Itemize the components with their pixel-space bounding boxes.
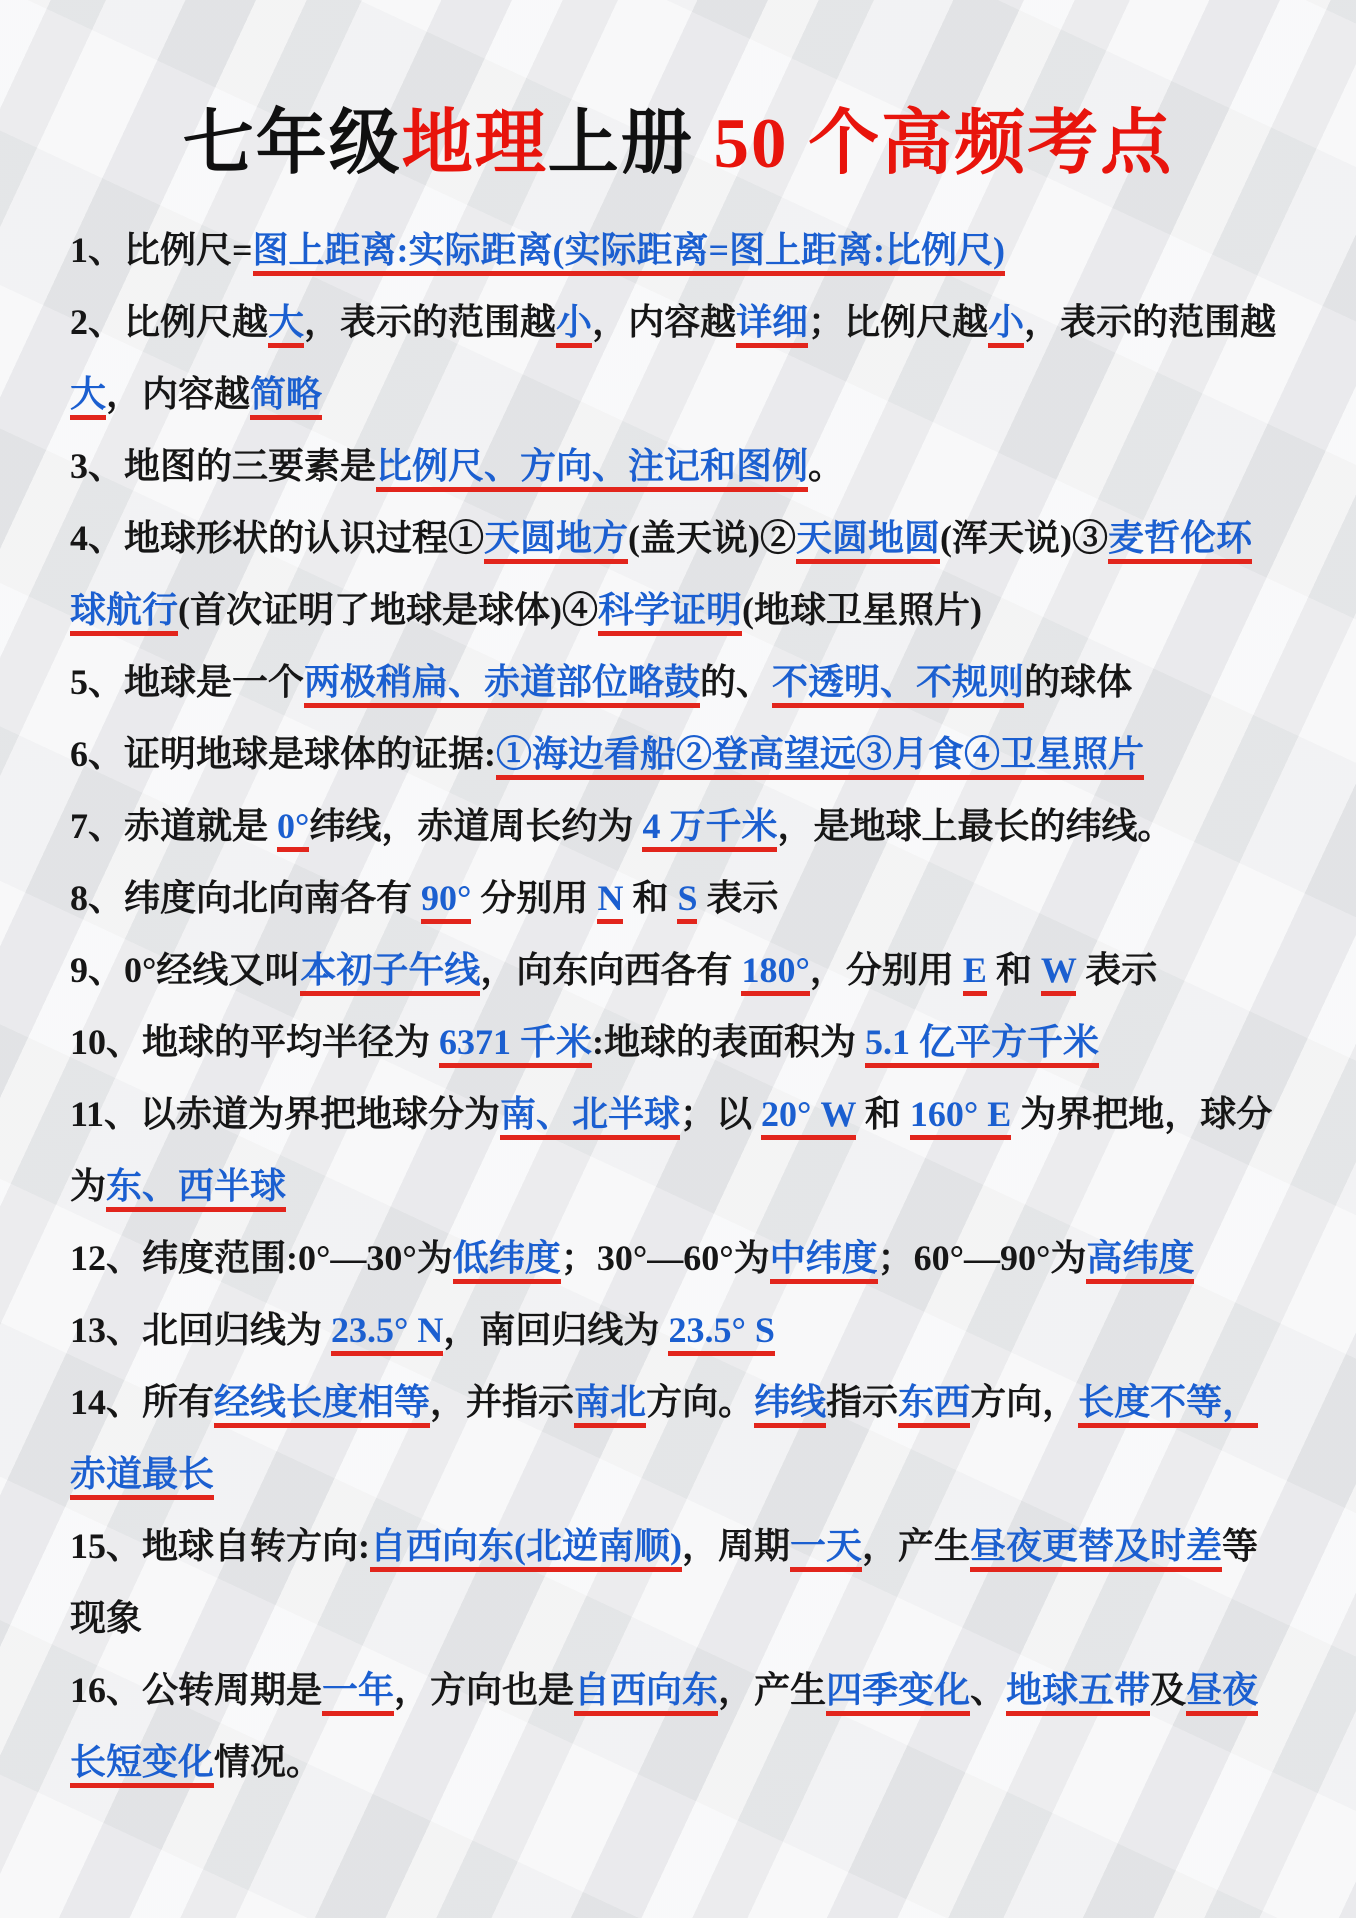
key-term: 一年	[322, 1670, 394, 1716]
plain-text: ，是地球上最长的纬线。	[777, 806, 1174, 846]
plain-text: 。	[808, 446, 845, 486]
key-term: E	[963, 950, 987, 996]
plain-text: 6、证明地球是球体的证据:	[70, 734, 496, 774]
plain-text: ，南回归线为	[443, 1310, 669, 1350]
key-term: 小	[988, 302, 1024, 348]
plain-text: 15、地球自转方向:	[70, 1526, 370, 1566]
plain-text: ，并指示	[430, 1382, 575, 1422]
plain-text: 、	[970, 1670, 1007, 1710]
plain-text: ；比例尺越	[808, 302, 989, 342]
key-term: 自西向东	[574, 1670, 718, 1716]
key-term: 23.5° S	[668, 1310, 774, 1356]
key-term: 自西向东(北逆南顺)	[370, 1526, 682, 1572]
key-term: 一天	[790, 1526, 862, 1572]
plain-text: :地球的表面积为	[592, 1022, 866, 1062]
key-term: 0°	[277, 806, 309, 852]
keypoints-list	[70, 214, 1286, 1798]
key-term: 大	[268, 302, 304, 348]
plain-text: 11、以赤道为界把地球分为	[70, 1094, 501, 1134]
plain-text: ；60°—90°为	[877, 1238, 1087, 1278]
plain-text: 情况。	[214, 1742, 323, 1782]
key-term: 天圆地圆	[796, 518, 940, 564]
list-item-13	[70, 1294, 1286, 1366]
plain-text: 表示	[697, 878, 779, 918]
key-term: 南北	[574, 1382, 646, 1428]
key-term: 南、北半球	[500, 1094, 680, 1140]
plain-text: ，周期	[681, 1526, 790, 1566]
plain-text: 5、地球是一个	[70, 662, 305, 702]
title-segment-0: 七年级	[182, 105, 402, 183]
key-term: 科学证明	[598, 590, 742, 636]
key-term: 详细	[736, 302, 808, 348]
plain-text: ，方向也是	[394, 1670, 575, 1710]
key-term: 160° E	[910, 1094, 1011, 1140]
list-item-12	[70, 1222, 1286, 1294]
key-term: 6371 千米	[439, 1022, 592, 1068]
title-segment-2: 上册	[547, 105, 714, 183]
plain-text: 1、比例尺=	[70, 230, 253, 270]
key-term: 东西	[898, 1382, 970, 1428]
plain-text: 的球体	[1024, 662, 1133, 702]
plain-text: ，内容越	[106, 374, 251, 414]
list-item-15	[70, 1510, 1286, 1654]
plain-text: ；30°—60°为	[560, 1238, 770, 1278]
list-item-10	[70, 1006, 1286, 1078]
plain-text: ，向东向西各有	[480, 950, 742, 990]
key-term: 5.1 亿平方千米	[865, 1022, 1099, 1068]
key-term: 23.5° N	[331, 1310, 443, 1356]
list-item-16	[70, 1654, 1286, 1798]
key-term: W	[1041, 950, 1076, 996]
list-item-8	[70, 862, 1286, 934]
key-term: 长度不等，赤道最长	[70, 1382, 1258, 1500]
plain-text: 方向。	[646, 1382, 755, 1422]
plain-text: ，表示的范围越	[304, 302, 557, 342]
key-term: 大	[70, 374, 106, 420]
list-item-11	[70, 1078, 1286, 1222]
plain-text: 16、公转周期是	[70, 1670, 323, 1710]
plain-text: 指示	[826, 1382, 899, 1422]
list-item-9	[70, 934, 1286, 1006]
plain-text: (浑天说)③	[940, 518, 1109, 558]
plain-text: ，产生	[862, 1526, 971, 1566]
list-item-5	[70, 646, 1286, 718]
plain-text: 12、纬度范围:0°—30°为	[70, 1238, 453, 1278]
plain-text: 的、	[700, 662, 773, 702]
plain-text: 10、地球的平均半径为	[70, 1022, 440, 1062]
plain-text: ，内容越	[592, 302, 737, 342]
key-term: 简略	[250, 374, 322, 420]
key-term: 小	[556, 302, 592, 348]
plain-text: 2、比例尺越	[70, 302, 269, 342]
plain-text: 和	[986, 950, 1041, 990]
list-item-4	[70, 502, 1286, 646]
key-term: 经线长度相等	[214, 1382, 430, 1428]
plain-text: 纬线，赤道周长约为	[309, 806, 643, 846]
key-term: 纬线	[754, 1382, 826, 1428]
key-term: 天圆地方	[484, 518, 628, 564]
key-term: 不透明、不规则	[772, 662, 1024, 708]
plain-text: (首次证明了地球是球体)④	[178, 590, 598, 630]
key-term: 中纬度	[770, 1238, 878, 1284]
list-item-3	[70, 430, 1286, 502]
key-term: 比例尺、方向、注记和图例	[376, 446, 808, 492]
key-term: 两极稍扁、赤道部位略鼓	[304, 662, 700, 708]
plain-text: 表示	[1076, 950, 1158, 990]
list-item-1	[70, 214, 1286, 286]
key-term: 4 万千米	[642, 806, 777, 852]
plain-text: 13、北回归线为	[70, 1310, 332, 1350]
list-item-2	[70, 286, 1286, 430]
list-item-6	[70, 718, 1286, 790]
key-term: ①海边看船②登高望远③月食④卫星照片	[496, 734, 1144, 780]
plain-text: ，表示的范围越	[1024, 302, 1277, 342]
plain-text: 和	[855, 1094, 910, 1134]
key-term: 东、西半球	[106, 1166, 286, 1212]
key-term: 昼夜长短变化	[70, 1670, 1258, 1788]
plain-text: 及	[1150, 1670, 1187, 1710]
plain-text: 9、0°经线又叫	[70, 950, 301, 990]
key-term: 20° W	[761, 1094, 856, 1140]
key-term: 低纬度	[453, 1238, 561, 1284]
plain-text: 3、地图的三要素是	[70, 446, 377, 486]
plain-text: 8、纬度向北向南各有	[70, 878, 422, 918]
plain-text: 和	[623, 878, 678, 918]
plain-text: ；以	[680, 1094, 762, 1134]
list-item-14	[70, 1366, 1286, 1510]
plain-text: 分别用	[471, 878, 598, 918]
plain-text: 为界把地，球分为	[70, 1094, 1273, 1206]
key-term: 麦哲伦环球航行	[70, 518, 1252, 636]
key-term: 90°	[421, 878, 471, 924]
plain-text: 14、所有	[70, 1382, 215, 1422]
plain-text: 方向，	[970, 1382, 1079, 1422]
plain-text: (盖天说)②	[628, 518, 797, 558]
plain-text: (地球卫星照片)	[742, 590, 982, 630]
plain-text: 7、赤道就是	[70, 806, 278, 846]
list-item-7	[70, 790, 1286, 862]
key-term: 昼夜更替及时差	[970, 1526, 1222, 1572]
title-segment-1: 地理	[401, 105, 548, 183]
page-title	[70, 0, 1286, 188]
key-term: 图上距离:实际距离(实际距离=图上距离:比例尺)	[253, 230, 1005, 276]
key-term: N	[597, 878, 623, 924]
key-term: 四季变化	[826, 1670, 970, 1716]
title-segment-3: 50 个高频考点	[713, 105, 1174, 183]
plain-text: ，分别用	[809, 950, 963, 990]
key-term: 高纬度	[1086, 1238, 1194, 1284]
plain-text: 4、地球形状的认识过程①	[70, 518, 485, 558]
key-term: S	[677, 878, 697, 924]
plain-text: ，产生	[718, 1670, 827, 1710]
key-term: 地球五带	[1006, 1670, 1150, 1716]
plain-text: 等现象	[70, 1526, 1259, 1638]
key-term: 180°	[741, 950, 809, 996]
key-term: 本初子午线	[300, 950, 480, 996]
